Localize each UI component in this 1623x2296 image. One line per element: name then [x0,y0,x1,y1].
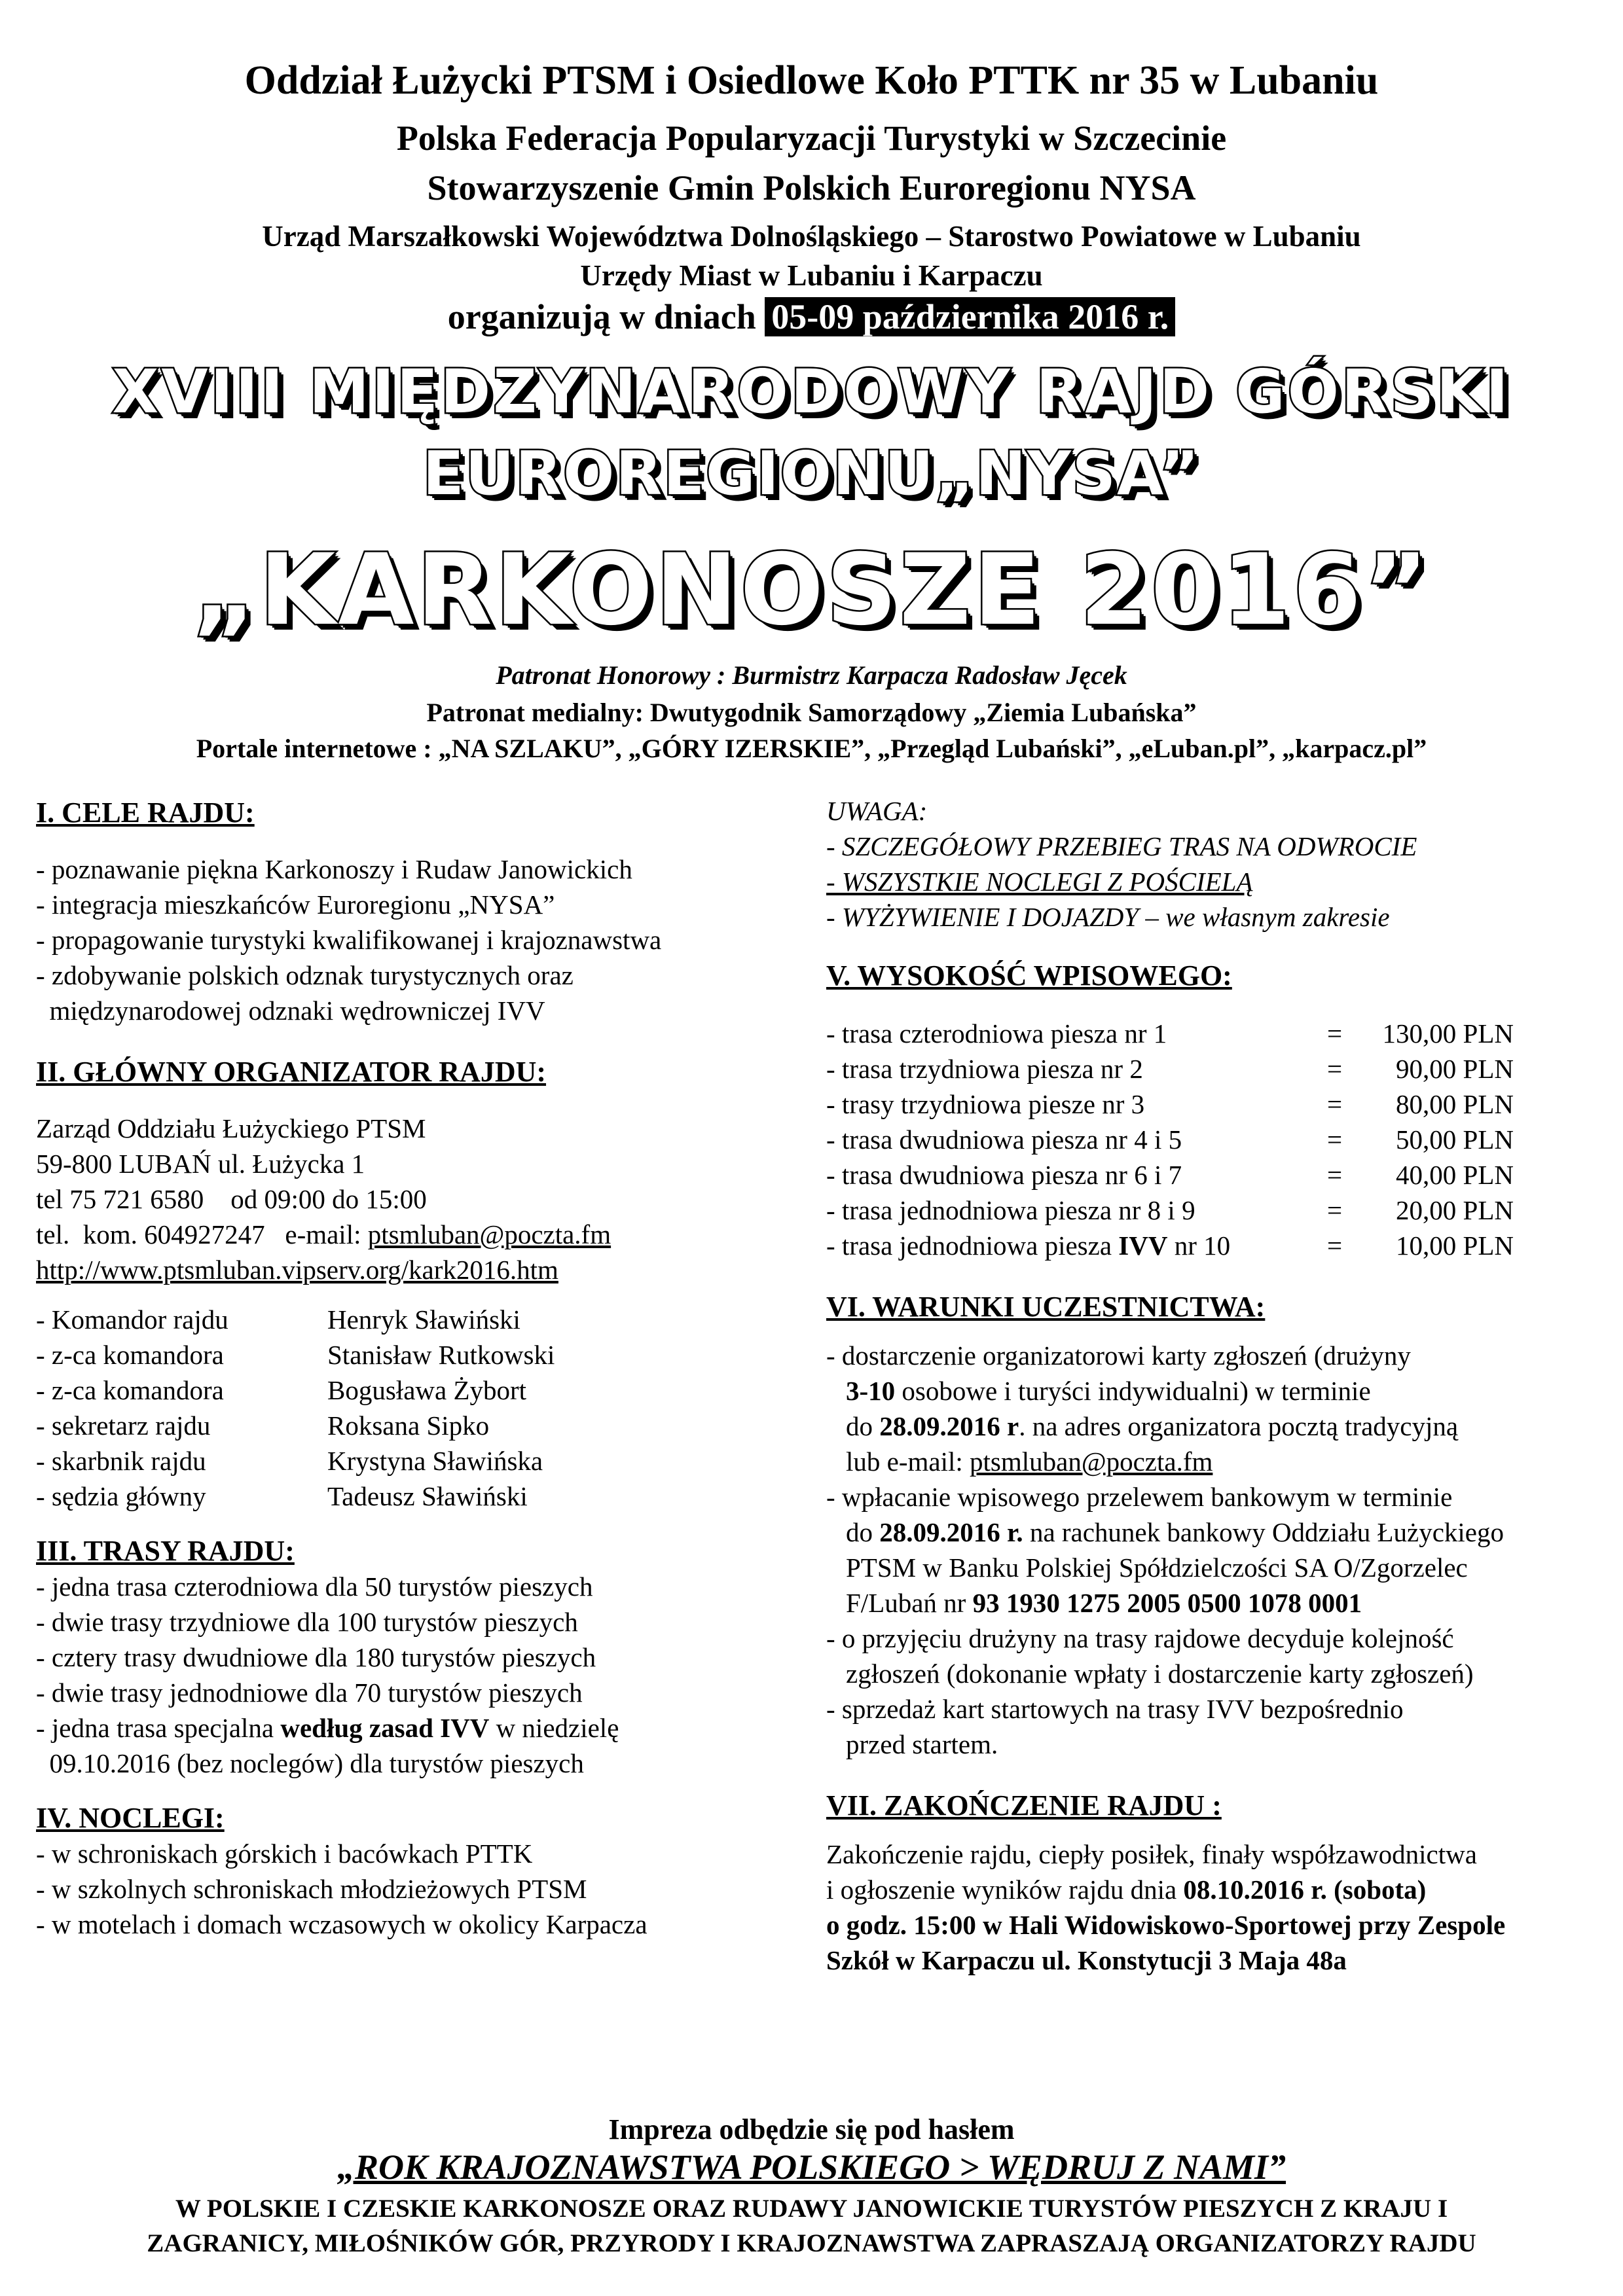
condition-text: do [846,1517,880,1547]
condition-text: do [846,1411,880,1441]
ivv-rules: według zasad IVV [280,1713,490,1743]
fee-row [826,1122,1579,1157]
condition-line [826,1408,1579,1444]
lodging-item: - w motelach i domach wczasowych w okolicy Karpacza [36,1909,647,1939]
fee-equals: = [1327,1018,1343,1049]
condition-text: F/Lubań nr [846,1588,973,1618]
email-link[interactable]: ptsmluban@poczta.fm [970,1446,1213,1477]
closing-line [826,1872,1579,1907]
lodging-item: - w szkolnych schroniskach młodzieżowych PTSM [36,1874,587,1904]
route-item-special [36,1710,776,1746]
media-patron: Patronat medialny: Dwutygodnik Samorządowy „Ziemia Lubańska” [426,698,1197,727]
fee-equals: = [1327,1054,1343,1084]
fee-equals: = [1327,1230,1343,1261]
header-cities-line: Urzędy Miast w Lubaniu i Karpaczu [580,259,1043,292]
closing-line: o godz. 15:00 w Hali Widowiskowo-Sportowej przy Zespole [826,1910,1506,1940]
goal-item: - zdobywanie polskich odznak turystycznych oraz [36,960,574,990]
special-route-day: w niedzielę [489,1713,619,1743]
notice-food-own: we własnym zakresie [1165,902,1390,932]
section-closing-title: VII. ZAKOŃCZENIE RAJDU : [826,1789,1222,1821]
staff-role: - sędzia główny [36,1481,206,1511]
slogan: „ROK KRAJOZNAWSTWA POLSKIEGO > WĘDRUJ Z NAMI” [337,2147,1286,2187]
invitation-line1: W POLSKIE I CZESKIE KARKONOSZE ORAZ RUDAWY JANOWICKIE TURYSTÓW PIESZYCH Z KRAJU I [175,2195,1448,2223]
organizer-contact [36,1217,776,1252]
fee-value: 130,00 PLN [1382,1018,1514,1049]
organize-prefix: organizują w dniach [447,297,765,336]
condition-text: na rachunek bankowy Oddziału Łużyckiego [1023,1517,1504,1547]
section-lodging-title: IV. NOCLEGI: [36,1802,225,1834]
fee-label-nr: nr 10 [1167,1230,1231,1261]
fee-label-ivv: IVV [1118,1230,1168,1261]
notice-title: UWAGA: [826,796,928,826]
honorary-patron: Patronat Honorowy : Burmistrz Karpacza Radosław Jęcek [496,660,1127,690]
fee-value: 90,00 PLN [1396,1054,1514,1084]
section-organizer-title: II. GŁÓWNY ORGANIZATOR RAJDU: [36,1056,547,1088]
notice-bedding: - WSZYSTKIE NOCLEGI Z POŚCIELĄ [826,867,1253,897]
staff-row [36,1443,776,1479]
route-item: - cztery trasy dwudniowe dla 180 turystów pieszych [36,1642,596,1672]
staff-role: - skarbnik rajdu [36,1446,206,1476]
fee-equals: = [1327,1195,1343,1225]
left-column [36,795,776,1942]
route-item-special-date: 09.10.2016 (bez noclegów) dla turystów pieszych [36,1748,584,1778]
organizer-name: Zarząd Oddziału Łużyckiego PTSM [36,1113,426,1143]
fee-label: - trasa trzydniowa piesza nr 2 [826,1054,1143,1084]
fee-row [826,1051,1579,1086]
fee-row [826,1157,1579,1193]
fee-value: 10,00 PLN [1396,1230,1514,1261]
condition-line [826,1373,1579,1408]
staff-name: Roksana Sipko [327,1410,490,1441]
fee-label-text: - trasa jednodniowa piesza [826,1230,1119,1261]
staff-row [36,1372,776,1408]
fee-row [826,1193,1579,1228]
special-route-text: - jedna trasa specjalna [36,1713,281,1743]
event-title-main: „KARKONOSZE 2016” [192,533,1431,647]
goal-item: - integracja mieszkańców Euroregionu „NYSA” [36,889,555,920]
fee-equals: = [1327,1089,1343,1119]
condition-line: - o przyjęciu drużyny na trasy rajdowe decyduje kolejność [826,1623,1454,1653]
fee-label: - trasa czterodniowa piesza nr 1 [826,1018,1167,1049]
condition-line [826,1444,1579,1479]
condition-text: lub e-mail: [846,1446,970,1477]
staff-role: - z-ca komandora [36,1375,224,1405]
closing-line: Zakończenie rajdu, ciepły posiłek, finały współzawodnictwa [826,1839,1477,1869]
internet-portals: Portale internetowe : „NA SZLAKU”, „GÓRY IZERSKIE”, „Przegląd Lubański”, „eLuban.pl”, „karpacz.pl” [196,734,1427,763]
fee-row [826,1086,1579,1122]
header-association-line: Stowarzyszenie Gmin Polskich Euroregionu NYSA [427,168,1196,207]
fee-label: - trasa dwudniowa piesza nr 6 i 7 [826,1160,1182,1190]
notice-routes: - SZCZEGÓŁOWY PRZEBIEG TRAS NA ODWROCIE [826,831,1417,861]
goal-item: - poznawanie piękna Karkonoszy i Rudaw Janowickich [36,854,632,884]
fee-value: 50,00 PLN [1396,1124,1514,1155]
organizer-address: 59-800 LUBAŃ ul. Łużycka 1 [36,1149,365,1179]
staff-role: - Komandor rajdu [36,1304,228,1335]
condition-text: . na adres organizatora pocztą tradycyjną [1019,1411,1459,1441]
goal-item: - propagowanie turystyki kwalifikowanej i krajoznawstwa [36,925,662,955]
condition-line: - dostarczenie organizatorowi karty zgłoszeń (drużyny [826,1340,1411,1371]
fee-label: - trasa jednodniowa piesza nr 8 i 9 [826,1195,1195,1225]
header-office-line: Urząd Marszałkowski Województwa Dolnośląskiego – Starostwo Powiatowe w Lubaniu [262,220,1361,253]
header-organizer-line: Oddział Łużycki PTSM i Osiedlowe Koło PTTK nr 35 w Lubaniu [244,58,1379,103]
condition-line: przed startem. [846,1729,998,1759]
section-conditions-title: VI. WARUNKI UCZESTNICTWA: [826,1291,1266,1323]
staff-name: Krystyna Sławińska [327,1446,543,1476]
section-routes-title: III. TRASY RAJDU: [36,1535,295,1567]
payment-deadline: 28.09.2016 r. [879,1517,1023,1547]
bank-account: 93 1930 1275 2005 0500 1078 0001 [972,1588,1362,1618]
goal-item: międzynarodowej odznaki wędrowniczej IVV [36,996,545,1026]
route-item: - dwie trasy trzydniowe dla 100 turystów pieszych [36,1607,578,1637]
fee-label: - trasa dwudniowa piesza nr 4 i 5 [826,1124,1182,1155]
staff-role: - sekretarz rajdu [36,1410,211,1441]
route-item: - jedna trasa czterodniowa dla 50 turystów pieszych [36,1571,593,1602]
fee-label: - trasy trzydniowa piesze nr 3 [826,1089,1145,1119]
fee-label [826,1228,1327,1263]
deadline-date: 28.09.2016 r [879,1411,1019,1441]
staff-row [36,1337,776,1372]
section-goals-title: I. CELE RAJDU: [36,797,255,829]
condition-line: PTSM w Banku Polskiej Spółdzielczości SA O/Zgorzelec [846,1552,1468,1583]
fee-equals: = [1327,1124,1343,1155]
event-title-line2: EUROREGIONU„NYSA” [422,439,1201,509]
staff-name: Bogusława Żybort [327,1375,527,1405]
staff-row [36,1408,776,1443]
fee-equals: = [1327,1160,1343,1190]
fee-row [826,1228,1579,1263]
email-link[interactable]: ptsmluban@poczta.fm [367,1219,611,1249]
notice-food-text: - WYŻYWIENIE I DOJAZDY – [826,902,1166,932]
fee-value: 20,00 PLN [1396,1195,1514,1225]
invitation-line2: ZAGRANICY, MIŁOŚNIKÓW GÓR, PRZYRODY I KRAJOZNAWSTWA ZAPRASZAJĄ ORGANIZATORZY RAJDU [147,2229,1476,2257]
notice-food [826,899,1579,935]
header-dates-line [0,296,1623,337]
closing-date: 08.10.2016 r. (sobota) [1183,1874,1427,1905]
event-dates: 05-09 października 2016 r. [765,297,1175,336]
staff-name: Henryk Sławiński [327,1304,520,1335]
header-federation-line: Polska Federacja Popularyzacji Turystyki w Szczecinie [396,118,1227,158]
condition-text: osobowe i turyści indywidualni) w terminie [895,1376,1371,1406]
condition-line: - sprzedaż kart startowych na trasy IVV bezpośrednio [826,1694,1404,1724]
condition-line [826,1585,1579,1621]
right-column [826,793,1579,1978]
route-item: - dwie trasy jednodniowe dla 70 turystów pieszych [36,1677,583,1708]
slogan-intro: Impreza odbędzie się pod hasłem [608,2113,1015,2145]
closing-text: i ogłoszenie wyników rajdu dnia [826,1874,1184,1905]
section-fees-title: V. WYSOKOŚĆ WPISOWEGO: [826,960,1232,992]
fee-value: 80,00 PLN [1396,1089,1514,1119]
event-title-line1: XVIII MIĘDZYNARODOWY RAJD GÓRSKI [112,357,1511,427]
lodging-item: - w schroniskach górskich i bacówkach PTTK [36,1839,533,1869]
organizer-phone: tel 75 721 6580 od 09:00 do 15:00 [36,1184,427,1214]
staff-name: Tadeusz Sławiński [327,1481,528,1511]
fee-value: 40,00 PLN [1396,1160,1514,1190]
team-size: 3-10 [846,1376,896,1406]
fee-row [826,1016,1579,1051]
staff-role: - z-ca komandora [36,1340,224,1370]
staff-row [36,1479,776,1514]
condition-line: zgłoszeń (dokonanie wpłaty i dostarczenie karty zgłoszeń) [846,1659,1474,1689]
mobile-prefix: tel. kom. 604927247 e-mail: [36,1219,368,1249]
condition-line: - wpłacanie wpisowego przelewem bankowym w terminie [826,1482,1453,1512]
closing-line: Szkół w Karpaczu ul. Konstytucji 3 Maja 48a [826,1945,1347,1975]
condition-line [826,1515,1579,1550]
website-link[interactable]: http://www.ptsmluban.vipserv.org/kark2016.htm [36,1255,558,1285]
staff-row [36,1302,776,1337]
staff-name: Stanisław Rutkowski [327,1340,555,1370]
